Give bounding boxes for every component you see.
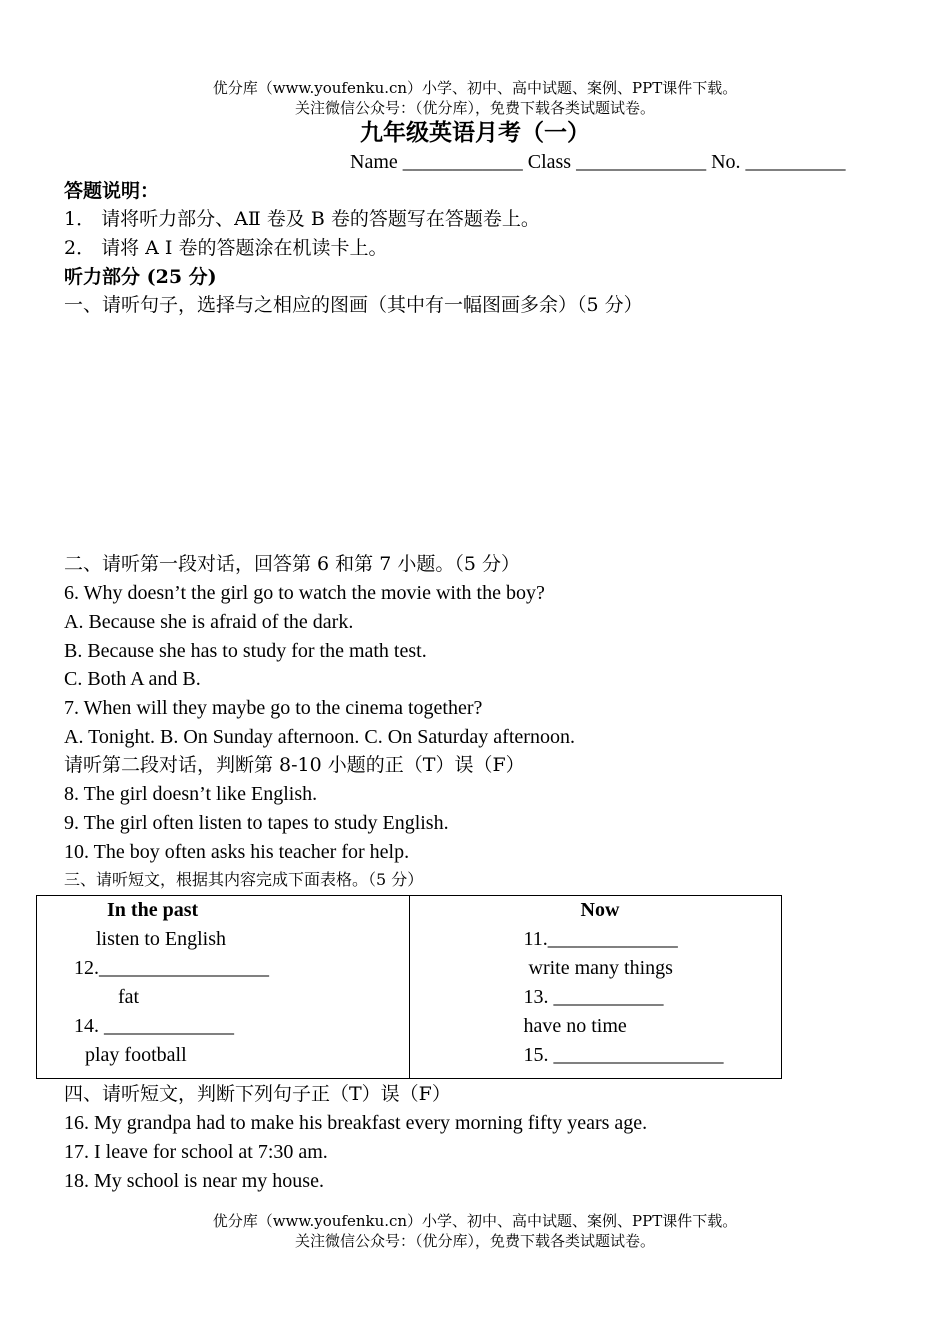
past-header: In the past [107,899,199,921]
now-row-1: 11._____________ [523,928,678,950]
footer-line-1: 优分库（www.youfenku.cn）小学、初中、高中试题、案例、PPT课件下载。 [212,1212,738,1230]
name-class-number-line: Name ____________ Class _____________ No. __________ [350,151,846,173]
question-7: 7. When will they maybe go to the cinema together? [64,697,483,719]
now-header: Now [580,899,620,921]
header-line-2: 关注微信公众号：（优分库），免费下载各类试题试卷。 [294,99,655,117]
instruction-1: 1． 请将听力部分、AⅡ 卷及 B 卷的答题写在答题卷上。 [64,208,540,230]
question-17: 17. I leave for school at 7:30 am. [64,1141,328,1163]
past-row-4: 14. _____________ [74,1015,234,1037]
part-3-heading: 三、请听短文，根据其内容完成下面表格。（5 分） [64,870,424,889]
instructions-heading: 答题说明： [64,180,160,202]
now-row-4: have no time [523,1015,627,1037]
past-row-5: play football [85,1044,187,1066]
past-column [37,896,410,1079]
header-line-1: 优分库（www.youfenku.cn）小学、初中、高中试题、案例、PPT课件下载。 [212,79,738,97]
now-row-5: 15. _________________ [523,1044,724,1066]
listening-heading: 听力部分 (25 分) [64,266,217,288]
instruction-2: 2． 请将 A Ⅰ 卷的答题涂在机读卡上。 [64,237,388,259]
question-7-options: A. Tonight. B. On Sunday afternoon. C. On Saturday afternoon. [64,726,575,748]
question-10: 10. The boy often asks his teacher for help. [64,841,410,863]
question-6: 6. Why doesn’t the girl go to watch the movie with the boy? [64,582,545,604]
now-column [409,896,782,1079]
part-4-heading: 四、请听短文，判断下列句子正（T）误（F） [64,1083,451,1105]
page-title: 九年级英语月考（一） [360,119,590,146]
question-18: 18. My school is near my house. [64,1170,324,1192]
question-6-option-a: A. Because she is afraid of the dark. [64,611,354,633]
now-row-3: 13. ___________ [523,986,664,1008]
past-row-2: 12._________________ [74,957,269,979]
past-row-3: fat [118,986,140,1008]
question-6-option-c: C. Both A and B. [64,668,201,690]
part-1-heading: 一、请听句子，选择与之相应的图画（其中有一幅图画多余）（5 分） [64,294,643,316]
past-row-1: listen to English [96,928,226,950]
part-2-heading: 二、请听第一段对话，回答第 6 和第 7 小题。（5 分） [64,553,520,575]
footer-line-2: 关注微信公众号：（优分库），免费下载各类试题试卷。 [294,1232,655,1250]
true-false-intro: 请听第二段对话，判断第 8-10 小题的正（T）误（F） [64,754,525,776]
question-16: 16. My grandpa had to make his breakfast every morning fifty years age. [64,1112,648,1134]
past-now-table [36,895,782,1079]
question-8: 8. The girl doesn’t like English. [64,783,318,805]
question-6-option-b: B. Because she has to study for the math test. [64,640,427,662]
question-9: 9. The girl often listen to tapes to study English. [64,812,449,834]
now-row-2: write many things [528,957,673,979]
